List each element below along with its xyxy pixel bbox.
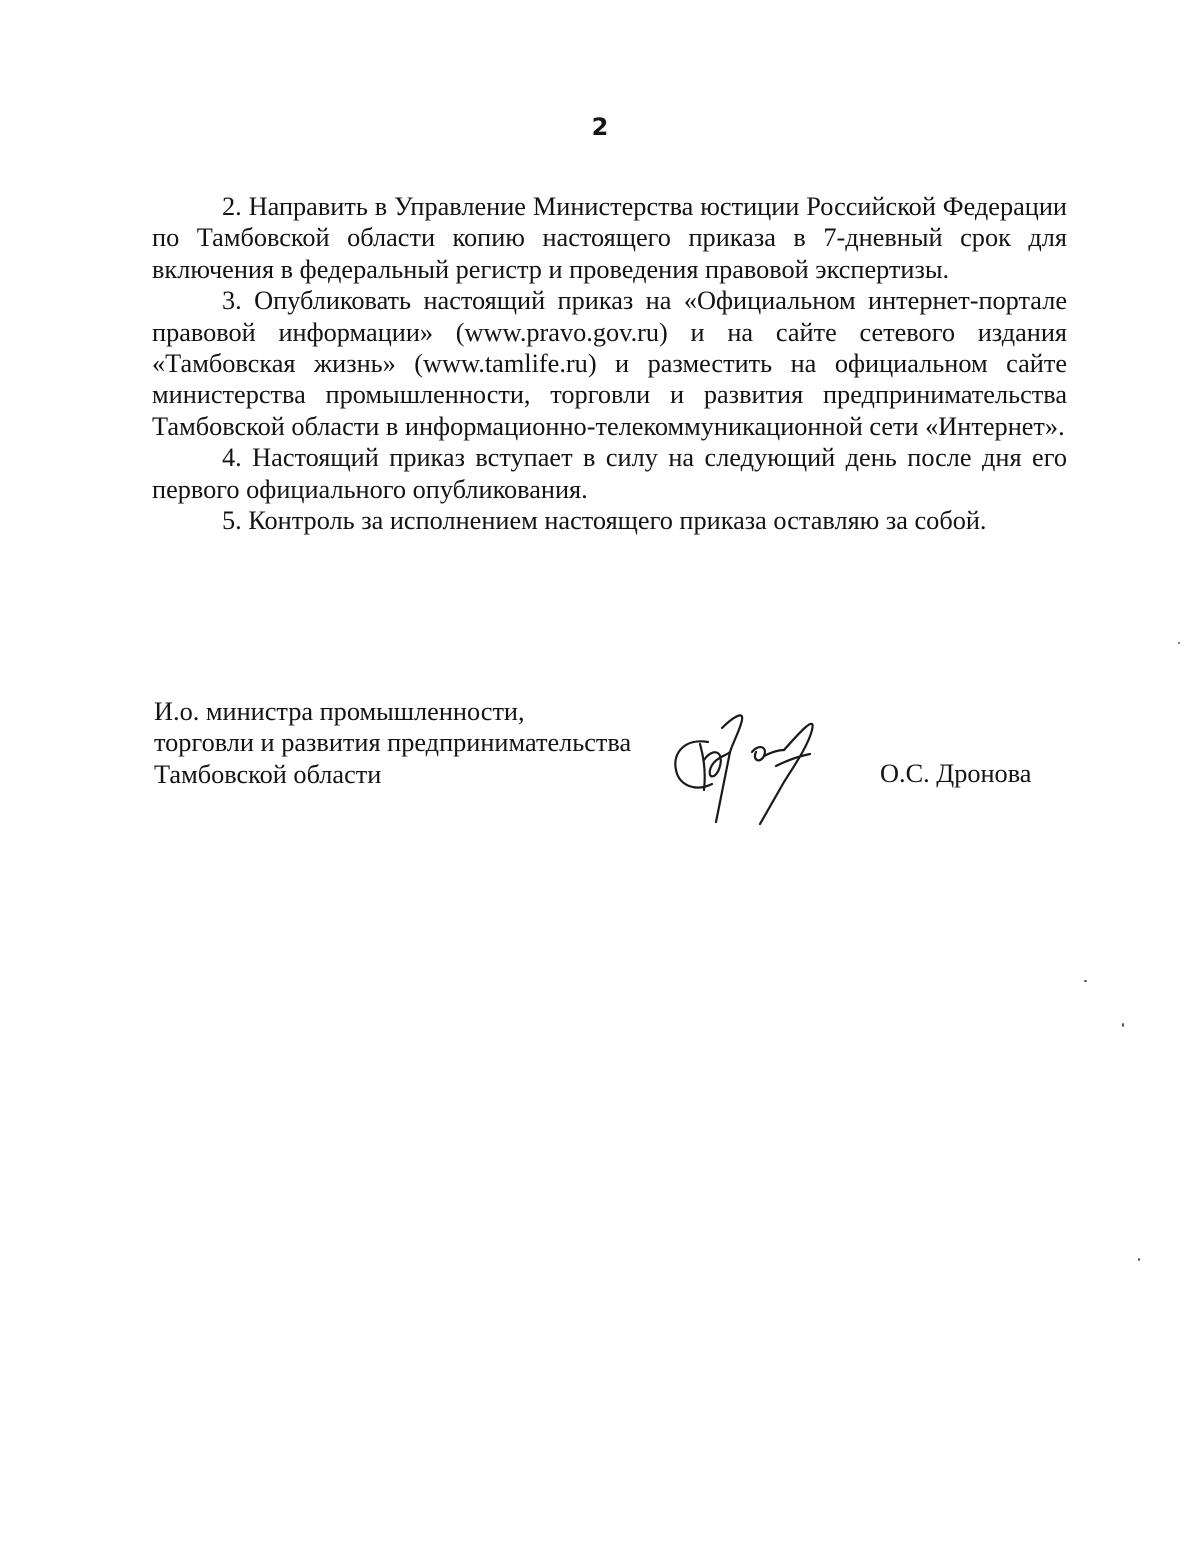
- signatory-position: [154, 696, 631, 790]
- paragraph-3: 3. Опубликовать настоящий приказ на «Официальном интернет-портале правовой информации» (www.pravo.gov.ru) и на сайте сетевого издания «Тамбовская жизнь» (www.tamlife.ru) и разместить на официальном сайте министерства промышленности, торговли и развития предпринимательства Тамбовской области в информационно-телекоммуникационной сети «Интернет».: [152, 286, 1067, 441]
- scan-speck: [1178, 642, 1180, 644]
- paragraph-2: 2. Направить в Управление Министерства юстиции Российской Федерации по Тамбовской области копию настоящего приказа в 7-дневный срок для включения в федеральный регистр и проведения правовой экспертизы.: [152, 192, 1067, 284]
- position-line: И.о. министра промышленности,: [154, 697, 525, 726]
- position-line: Тамбовской области: [154, 759, 382, 789]
- paragraph-4: 4. Настоящий приказ вступает в силу на следующий день после дня его первого официального опубликования.: [152, 443, 1067, 504]
- scan-speck: [1122, 1023, 1124, 1027]
- handwritten-signature: [660, 700, 840, 830]
- paragraph-5: 5. Контроль за исполнением настоящего приказа оставляю за собой.: [222, 506, 987, 536]
- position-line: торговли и развития предпринимательства: [154, 728, 632, 758]
- scan-speck: [1138, 1258, 1140, 1261]
- scan-speck: [1084, 980, 1087, 982]
- signer-name: О.С. Дронова: [880, 759, 1032, 788]
- document-body: [152, 191, 1067, 536]
- page-number: 2: [591, 113, 609, 141]
